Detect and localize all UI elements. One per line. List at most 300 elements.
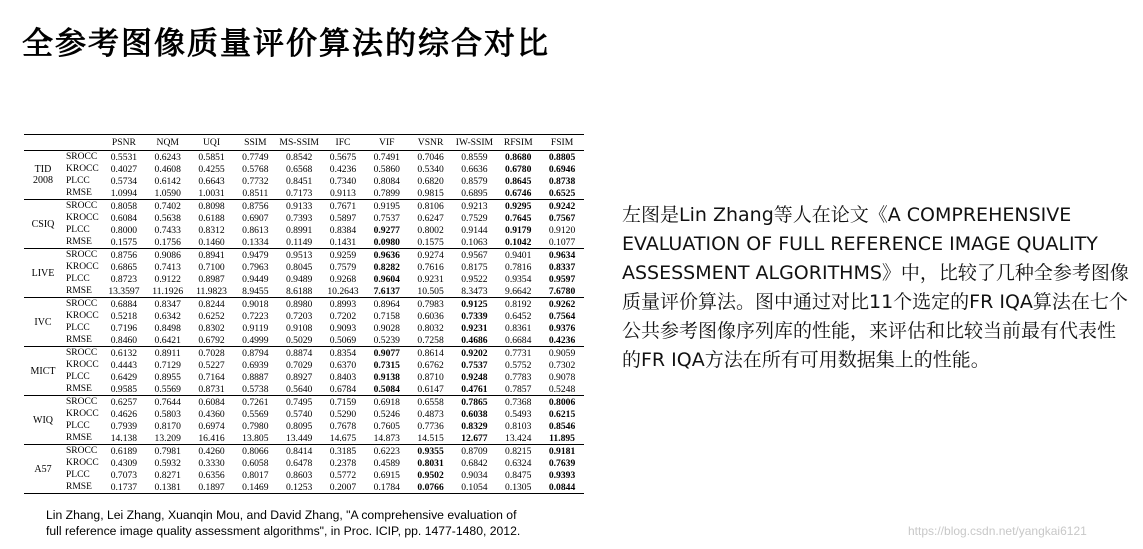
- column-header: VSNR: [417, 137, 444, 148]
- table-row: [24, 175, 584, 187]
- table-cell: 0.8414: [285, 445, 313, 457]
- table-cell: 0.8175: [461, 261, 488, 273]
- table-cell: 12.677: [461, 432, 488, 444]
- table-cell: 0.9133: [285, 200, 313, 212]
- column-header: IFC: [335, 137, 351, 148]
- table-row: [24, 285, 584, 298]
- table-cell: 0.3330: [198, 457, 225, 469]
- table-cell: 0.7783: [505, 371, 532, 383]
- table-cell: 9.6642: [505, 285, 532, 297]
- metric-name: KROCC: [66, 408, 99, 419]
- table-cell: 0.7159: [329, 396, 357, 408]
- table-cell: 0.8066: [242, 445, 269, 457]
- table-cell: 0.9393: [548, 469, 576, 481]
- table-cell: 0.2378: [329, 457, 357, 469]
- table-cell: 0.6525: [548, 187, 576, 199]
- table-cell: 0.9355: [417, 445, 444, 457]
- table-cell: 0.8451: [285, 175, 313, 187]
- table-cell: 0.9231: [461, 322, 488, 334]
- table-cell: 0.1063: [461, 236, 488, 248]
- table-cell: 0.8032: [417, 322, 444, 334]
- table-cell: 0.9259: [329, 249, 357, 261]
- table-row: [24, 249, 584, 262]
- table-cell: 0.1431: [329, 236, 357, 248]
- table-row: [24, 432, 584, 445]
- table-cell: 0.4999: [242, 334, 269, 346]
- table-cell: 14.873: [373, 432, 400, 444]
- table-cell: 0.4761: [461, 383, 488, 395]
- table-cell: 0.5772: [329, 469, 357, 481]
- table-cell: 0.8000: [110, 224, 138, 236]
- table-cell: 0.7202: [329, 310, 357, 322]
- table-row: [24, 445, 584, 458]
- table-cell: 0.8991: [285, 224, 313, 236]
- table-cell: 0.6189: [110, 445, 138, 457]
- database-name: CSIQ: [31, 218, 55, 230]
- table-cell: 0.7732: [242, 175, 269, 187]
- table-cell: 0.7315: [373, 359, 400, 371]
- table-row: [24, 408, 584, 420]
- table-cell: 0.8546: [548, 420, 576, 432]
- table-row: [24, 151, 584, 164]
- table-cell: 0.9604: [373, 273, 400, 285]
- table-cell: 0.7605: [373, 420, 400, 432]
- table-cell: 0.9636: [373, 249, 400, 261]
- table-cell: 0.6684: [505, 334, 532, 346]
- table-cell: 0.9059: [548, 347, 576, 359]
- metric-name: SROCC: [66, 445, 98, 456]
- citation-caption: [46, 507, 606, 539]
- table-cell: 0.9179: [505, 224, 532, 236]
- table-cell: 0.4236: [548, 334, 576, 346]
- table-cell: 0.8058: [110, 200, 138, 212]
- table-cell: 0.7203: [285, 310, 313, 322]
- table-cell: 0.8955: [154, 371, 181, 383]
- table-row: [24, 212, 584, 224]
- database-group: [24, 200, 584, 249]
- table-cell: 0.5239: [373, 334, 400, 346]
- table-cell: 0.7671: [329, 200, 357, 212]
- table-cell: 0.8542: [285, 151, 313, 163]
- table-cell: 0.8302: [198, 322, 225, 334]
- table-cell: 8.3473: [461, 285, 488, 297]
- table-cell: 14.138: [110, 432, 138, 444]
- table-cell: 0.7413: [154, 261, 181, 273]
- table-cell: 0.6478: [285, 457, 313, 469]
- table-cell: 0.4236: [329, 163, 357, 175]
- table-cell: 0.7223: [242, 310, 269, 322]
- table-cell: 0.7983: [417, 298, 444, 310]
- table-cell: 0.9295: [505, 200, 532, 212]
- table-cell: 1.0590: [154, 187, 181, 199]
- table-cell: 0.7564: [548, 310, 576, 322]
- table-cell: 0.6215: [548, 408, 576, 420]
- metric-name: PLCC: [66, 420, 90, 431]
- table-cell: 0.8271: [154, 469, 181, 481]
- database-group: [24, 298, 584, 347]
- table-cell: 0.6865: [110, 261, 138, 273]
- table-cell: 0.7981: [154, 445, 181, 457]
- table-cell: 0.7939: [110, 420, 138, 432]
- table-cell: 0.9449: [242, 273, 269, 285]
- table-row: [24, 371, 584, 383]
- table-cell: 0.5768: [242, 163, 269, 175]
- table-cell: 0.8045: [285, 261, 313, 273]
- table-cell: 0.7196: [110, 322, 138, 334]
- table-cell: 0.0844: [548, 481, 576, 493]
- table-cell: 0.9242: [548, 200, 576, 212]
- table-cell: 0.5860: [373, 163, 400, 175]
- table-cell: 0.9086: [154, 249, 181, 261]
- table-row: [24, 359, 584, 371]
- table-cell: 0.4608: [154, 163, 181, 175]
- metric-name: SROCC: [66, 298, 98, 309]
- table-row: [24, 420, 584, 432]
- header-metric: [62, 135, 102, 151]
- column-header: NQM: [156, 137, 179, 148]
- table-cell: 0.9078: [548, 371, 576, 383]
- table-cell: 0.8337: [548, 261, 576, 273]
- table-cell: 0.6058: [242, 457, 269, 469]
- table-cell: 0.9274: [417, 249, 444, 261]
- table-cell: 0.6918: [373, 396, 400, 408]
- table-cell: 0.6252: [198, 310, 225, 322]
- table-cell: 0.8941: [198, 249, 225, 261]
- metric-name: RMSE: [66, 236, 92, 247]
- table-cell: 0.9231: [417, 273, 444, 285]
- table-cell: 0.6257: [110, 396, 138, 408]
- table-cell: 0.5851: [198, 151, 225, 163]
- database-name: TID 2008: [33, 164, 53, 186]
- table-cell: 0.4027: [110, 163, 138, 175]
- table-cell: 0.1334: [242, 236, 269, 248]
- table-cell: 0.6147: [417, 383, 444, 395]
- table-cell: 0.5493: [505, 408, 532, 420]
- database-name: LIVE: [31, 267, 55, 279]
- table-cell: 0.8731: [198, 383, 225, 395]
- table-cell: 0.7645: [505, 212, 532, 224]
- table-cell: 0.7164: [198, 371, 225, 383]
- metric-name: RMSE: [66, 187, 92, 198]
- table-cell: 0.9354: [505, 273, 532, 285]
- table-cell: 0.3185: [329, 445, 357, 457]
- table-row: [24, 457, 584, 469]
- table-cell: 0.5932: [154, 457, 181, 469]
- table-cell: 0.1381: [154, 481, 181, 493]
- table-cell: 0.6780: [505, 163, 532, 175]
- database-group: [24, 396, 584, 445]
- column-header: FSIM: [550, 137, 574, 148]
- table-cell: 0.4260: [198, 445, 225, 457]
- table-cell: 0.8002: [417, 224, 444, 236]
- table-cell: 0.6820: [417, 175, 444, 187]
- table-cell: 8.9455: [242, 285, 269, 297]
- table-cell: 0.6842: [461, 457, 488, 469]
- table-cell: 0.8723: [110, 273, 138, 285]
- table-cell: 0.9113: [329, 187, 356, 199]
- table-cell: 0.5290: [329, 408, 357, 420]
- table-cell: 0.6188: [198, 212, 225, 224]
- table-cell: 0.8354: [329, 347, 357, 359]
- table-cell: 0.9195: [373, 200, 400, 212]
- table-cell: 1.0031: [198, 187, 225, 199]
- table-cell: 0.5740: [285, 408, 313, 420]
- table-cell: 0.9401: [505, 249, 532, 261]
- table-cell: 0.7028: [198, 347, 225, 359]
- table-cell: 0.7393: [285, 212, 313, 224]
- database-group: [24, 249, 584, 298]
- table-row: [24, 200, 584, 213]
- table-cell: 0.8384: [329, 224, 357, 236]
- table-cell: 0.7857: [505, 383, 532, 395]
- table-cell: 0.8614: [417, 347, 444, 359]
- table-cell: 0.7816: [505, 261, 532, 273]
- table-cell: 8.6188: [285, 285, 313, 297]
- table-cell: 0.1784: [373, 481, 400, 493]
- table-cell: 0.9248: [461, 371, 488, 383]
- column-header: RFSIM: [503, 137, 533, 148]
- table-cell: 0.0766: [417, 481, 444, 493]
- table-cell: 0.4309: [110, 457, 138, 469]
- table-cell: 0.8106: [417, 200, 444, 212]
- metric-name: PLCC: [66, 175, 90, 186]
- metric-name: PLCC: [66, 322, 90, 333]
- table-row: [24, 224, 584, 236]
- table-cell: 0.7678: [329, 420, 357, 432]
- table-cell: 0.4873: [417, 408, 444, 420]
- table-cell: 0.8613: [242, 224, 269, 236]
- table-cell: 0.9277: [373, 224, 400, 236]
- table-row: [24, 347, 584, 360]
- table-cell: 0.7963: [242, 261, 269, 273]
- table-cell: 0.5640: [285, 383, 313, 395]
- metric-name: KROCC: [66, 163, 99, 174]
- table-row: [24, 273, 584, 285]
- table-cell: 0.7433: [154, 224, 181, 236]
- table-cell: 0.7899: [373, 187, 400, 199]
- table-cell: 0.7736: [417, 420, 444, 432]
- table-cell: 0.9034: [461, 469, 488, 481]
- table-cell: 0.9138: [373, 371, 400, 383]
- metric-name: SROCC: [66, 347, 98, 358]
- metric-name: RMSE: [66, 481, 92, 492]
- table-cell: 0.7616: [417, 261, 444, 273]
- table-cell: 0.7258: [417, 334, 444, 346]
- table-cell: 0.8964: [373, 298, 400, 310]
- table-cell: 0.5069: [329, 334, 357, 346]
- column-header: MS-SSIM: [279, 137, 319, 148]
- table-cell: 11.895: [549, 432, 575, 444]
- table-cell: 0.6784: [329, 383, 357, 395]
- table-cell: 0.7368: [505, 396, 532, 408]
- table-cell: 0.1054: [461, 481, 488, 493]
- table-cell: 0.9181: [548, 445, 576, 457]
- table-cell: 0.1575: [417, 236, 444, 248]
- table-cell: 0.6036: [417, 310, 444, 322]
- table-cell: 0.7980: [242, 420, 269, 432]
- table-cell: 16.416: [198, 432, 225, 444]
- table-cell: 0.8498: [154, 322, 181, 334]
- table-cell: 0.7173: [285, 187, 313, 199]
- table-cell: 0.6132: [110, 347, 138, 359]
- table-cell: 0.8645: [505, 175, 532, 187]
- table-cell: 0.9489: [285, 273, 313, 285]
- table-cell: 0.7639: [548, 457, 576, 469]
- table-cell: 0.5218: [110, 310, 138, 322]
- table-cell: 0.8312: [198, 224, 225, 236]
- table-cell: 0.2007: [329, 481, 357, 493]
- table-cell: 0.6636: [461, 163, 488, 175]
- table-cell: 13.805: [242, 432, 269, 444]
- results-table: [24, 134, 584, 494]
- table-cell: 0.8403: [329, 371, 357, 383]
- table-cell: 0.8084: [373, 175, 400, 187]
- table-cell: 0.8756: [110, 249, 138, 261]
- metric-name: RMSE: [66, 383, 92, 394]
- table-cell: 0.8709: [461, 445, 488, 457]
- table-cell: 1.0994: [110, 187, 138, 199]
- table-cell: 0.7046: [417, 151, 444, 163]
- column-header: PSNR: [111, 137, 136, 148]
- table-cell: 0.9522: [461, 273, 488, 285]
- metric-name: KROCC: [66, 310, 99, 321]
- table-cell: 0.7495: [285, 396, 313, 408]
- table-cell: 0.6452: [505, 310, 532, 322]
- table-cell: 0.6907: [242, 212, 269, 224]
- table-cell: 0.1737: [110, 481, 138, 493]
- table-cell: 0.8460: [110, 334, 138, 346]
- table-cell: 0.5638: [154, 212, 181, 224]
- table-cell: 0.8738: [548, 175, 576, 187]
- table-cell: 0.9077: [373, 347, 400, 359]
- table-cell: 13.424: [505, 432, 532, 444]
- table-cell: 0.8215: [505, 445, 532, 457]
- metric-name: PLCC: [66, 469, 90, 480]
- table-cell: 0.5752: [505, 359, 532, 371]
- table-cell: 0.0980: [373, 236, 400, 248]
- table-cell: 13.3597: [108, 285, 140, 297]
- table-cell: 0.1460: [198, 236, 225, 248]
- table-cell: 0.8680: [505, 151, 532, 163]
- table-cell: 0.8031: [417, 457, 444, 469]
- table-cell: 0.8511: [242, 187, 269, 199]
- table-cell: 10.2643: [327, 285, 359, 297]
- table-cell: 0.6342: [154, 310, 181, 322]
- table-row: [24, 481, 584, 494]
- table-cell: 0.7537: [373, 212, 400, 224]
- table-cell: 0.7029: [285, 359, 313, 371]
- table-row: [24, 236, 584, 249]
- table-cell: 0.9513: [285, 249, 313, 261]
- column-header: SSIM: [244, 137, 267, 148]
- table-cell: 0.8098: [198, 200, 225, 212]
- citation-line-1: Lin Zhang, Lei Zhang, Xuanqin Mou, and David Zhang, "A comprehensive evaluation of: [46, 508, 517, 522]
- table-cell: 0.8282: [373, 261, 400, 273]
- table-cell: 0.6568: [285, 163, 313, 175]
- table-row: [24, 383, 584, 396]
- table-row: [24, 396, 584, 409]
- table-cell: 0.7402: [154, 200, 181, 212]
- table-cell: 0.9120: [548, 224, 576, 236]
- table-cell: 0.7100: [198, 261, 225, 273]
- database-group: [24, 445, 584, 494]
- table-cell: 13.449: [285, 432, 313, 444]
- table-cell: 0.9634: [548, 249, 576, 261]
- table-cell: 0.8329: [461, 420, 488, 432]
- table-cell: 0.8710: [417, 371, 444, 383]
- table-cell: 0.8603: [285, 469, 313, 481]
- metric-name: KROCC: [66, 212, 99, 223]
- table-cell: 0.7129: [154, 359, 181, 371]
- table-cell: 0.8475: [505, 469, 532, 481]
- table-cell: 0.8980: [285, 298, 313, 310]
- table-header-row: [24, 135, 584, 151]
- table-cell: 0.9028: [373, 322, 400, 334]
- table-cell: 0.6895: [461, 187, 488, 199]
- table-cell: 10.505: [417, 285, 444, 297]
- table-cell: 0.6356: [198, 469, 225, 481]
- table-cell: 0.6946: [548, 163, 576, 175]
- table-cell: 0.4589: [373, 457, 400, 469]
- table-cell: 0.7644: [154, 396, 181, 408]
- citation-line-2: full reference image quality assessment algorithms", in Proc. ICIP, pp. 1477-1480, 2012.: [46, 524, 521, 538]
- table-cell: 0.5803: [154, 408, 181, 420]
- metric-name: KROCC: [66, 359, 99, 370]
- table-cell: 0.5569: [154, 383, 181, 395]
- table-cell: 0.7158: [373, 310, 400, 322]
- table-cell: 0.8805: [548, 151, 576, 163]
- table-cell: 0.9502: [417, 469, 444, 481]
- table-cell: 0.9479: [242, 249, 269, 261]
- table-cell: 0.9122: [154, 273, 181, 285]
- table-cell: 0.9815: [417, 187, 444, 199]
- database-name: MICT: [30, 365, 56, 377]
- table-cell: 0.6939: [242, 359, 269, 371]
- metric-name: KROCC: [66, 261, 99, 272]
- table-cell: 0.7073: [110, 469, 138, 481]
- table-cell: 0.6084: [198, 396, 225, 408]
- table-cell: 0.1042: [505, 236, 532, 248]
- table-row: [24, 310, 584, 322]
- table-cell: 0.8874: [285, 347, 313, 359]
- table-cell: 0.4443: [110, 359, 138, 371]
- table-row: [24, 334, 584, 347]
- comparison-table: [24, 134, 584, 494]
- metric-name: RMSE: [66, 334, 92, 345]
- table-cell: 0.6142: [154, 175, 181, 187]
- column-header: UQI: [203, 137, 221, 148]
- watermark-text: https://blog.csdn.net/yangkai6121: [908, 524, 1087, 538]
- metric-name: SROCC: [66, 151, 98, 162]
- table-cell: 0.8170: [154, 420, 181, 432]
- table-cell: 13.209: [154, 432, 181, 444]
- page-title: 全参考图像质量评价算法的综合对比: [22, 26, 550, 62]
- table-cell: 0.6243: [154, 151, 181, 163]
- table-cell: 0.1756: [154, 236, 181, 248]
- table-cell: 0.8192: [505, 298, 532, 310]
- table-cell: 7.6137: [373, 285, 400, 297]
- table-cell: 0.1253: [285, 481, 313, 493]
- table-cell: 0.7865: [461, 396, 488, 408]
- table-cell: 0.8559: [461, 151, 488, 163]
- metric-name: KROCC: [66, 457, 99, 468]
- table-cell: 0.7340: [329, 175, 357, 187]
- metric-name: SROCC: [66, 200, 98, 211]
- table-cell: 0.5738: [242, 383, 269, 395]
- table-cell: 0.5029: [285, 334, 313, 346]
- database-name: IVC: [34, 316, 52, 328]
- table-cell: 0.8103: [505, 420, 532, 432]
